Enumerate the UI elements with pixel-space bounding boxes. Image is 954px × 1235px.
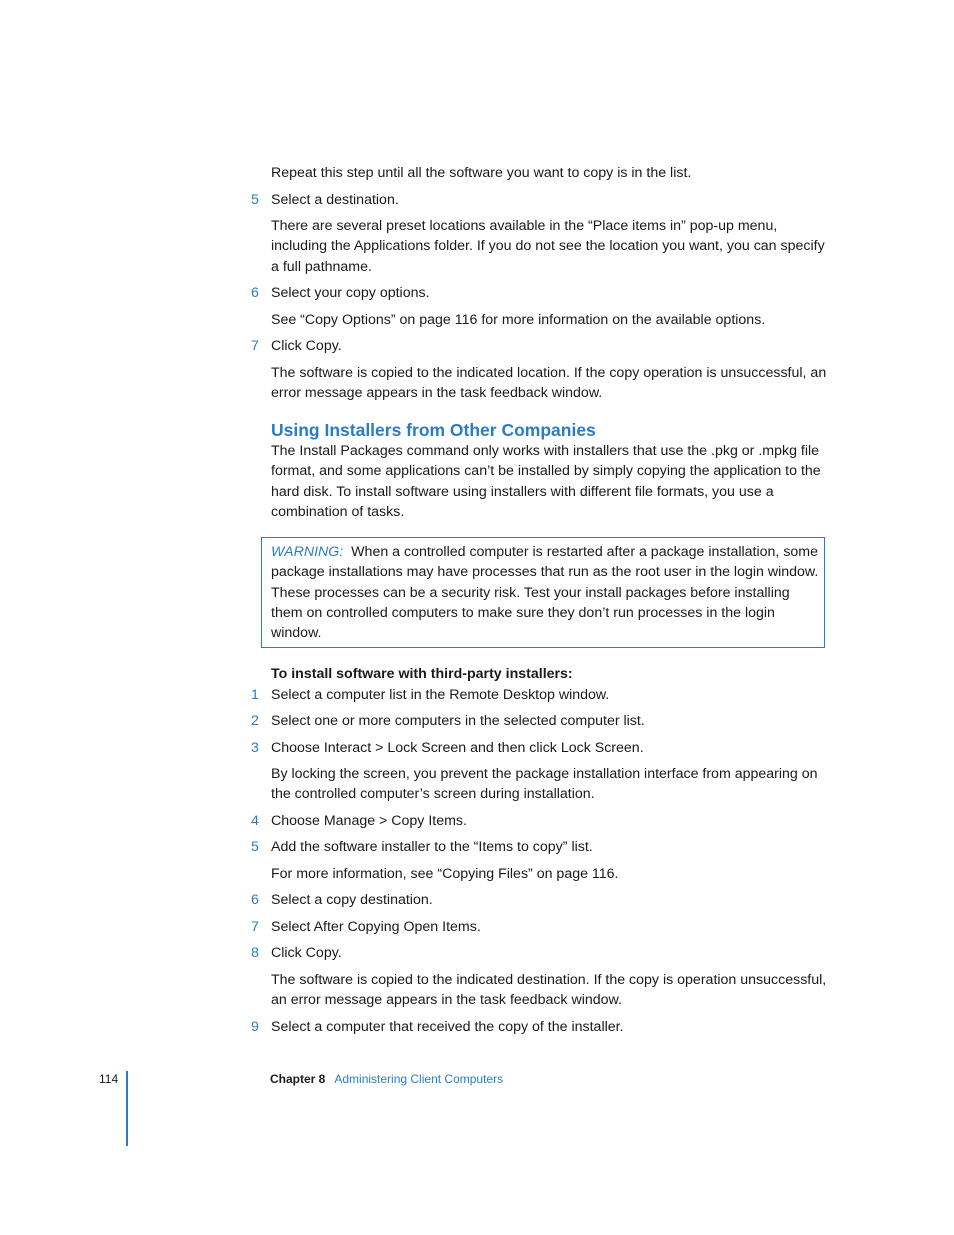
step-number: 4 — [251, 813, 259, 829]
step-number: 5 — [251, 192, 259, 208]
step-lock-screen: Choose Interact > Lock Screen and then click Lock Screen. — [271, 740, 644, 756]
paragraph-install-packages-intro: The Install Packages command only works with installers that use the .pkg or .mpkg file format, and some applications can’t be installed by simply copying the application to the hard disk. To install software using installers with different file formats, you use a combination of tasks. — [271, 443, 821, 520]
footer-chapter — [270, 1072, 503, 1086]
step-number: 9 — [251, 1019, 259, 1035]
step-select-computer-list: Select a computer list in the Remote Desktop window. — [271, 687, 610, 703]
footer-divider — [126, 1071, 128, 1146]
section-heading: Using Installers from Other Companies — [271, 420, 596, 440]
step-select-computers: Select one or more computers in the selected computer list. — [271, 713, 645, 729]
step-number: 8 — [251, 945, 259, 961]
warning-paragraph — [271, 542, 819, 643]
paragraph-copied-location: The software is copied to the indicated location. If the copy operation is unsuccessful, an error message appears in the task feedback window. — [271, 365, 827, 402]
step-number: 6 — [251, 285, 259, 301]
paragraph-preset-locations: There are several preset locations available in the “Place items in” pop-up menu, including the Applications folder. If you do not see the location you want, you can specify a full pathname. — [271, 218, 825, 275]
paragraph-locking-screen: By locking the screen, you prevent the package installation interface from appearing on the controlled computer’s screen during installation. — [271, 766, 818, 803]
paragraph-see-copy-options: See “Copy Options” on page 116 for more information on the available options. — [271, 312, 766, 328]
warning-text: When a controlled computer is restarted after a package installation, some package installations may have processes that run as the root user in the login window. These processes can be a security risk. Test your install packages before installing them on controlled computers to make sure they don’t run processes in the login window. — [271, 544, 819, 642]
paragraph-more-info: For more information, see “Copying Files” on page 116. — [271, 866, 619, 882]
paragraph-repeat: Repeat this step until all the software you want to copy is in the list. — [271, 165, 692, 181]
step-click-copy: Click Copy. — [271, 338, 342, 354]
step-number: 7 — [251, 919, 259, 935]
chapter-label: Chapter 8 — [270, 1072, 326, 1086]
step-number: 6 — [251, 892, 259, 908]
warning-box — [261, 537, 825, 648]
step-number: 3 — [251, 740, 259, 756]
paragraph-copied-destination: The software is copied to the indicated destination. If the copy is operation unsuccessful, an error message appears in the task feedback window. — [271, 972, 827, 1009]
step-after-copying-open: Select After Copying Open Items. — [271, 919, 481, 935]
step-copy-items: Choose Manage > Copy Items. — [271, 813, 467, 829]
step-add-installer: Add the software installer to the “Items to copy” list. — [271, 839, 593, 855]
page-number: 114 — [99, 1072, 119, 1086]
step-number: 1 — [251, 687, 259, 703]
task-title: To install software with third-party installers: — [271, 666, 573, 682]
step-number: 5 — [251, 839, 259, 855]
step-click-copy-2: Click Copy. — [271, 945, 342, 961]
step-select-destination: Select a destination. — [271, 192, 399, 208]
step-number: 7 — [251, 338, 259, 354]
step-select-copy-destination: Select a copy destination. — [271, 892, 433, 908]
warning-label: WARNING: — [271, 544, 344, 560]
step-number: 2 — [251, 713, 259, 729]
chapter-name: Administering Client Computers — [334, 1072, 504, 1086]
step-select-received-computer: Select a computer that received the copy of the installer. — [271, 1019, 624, 1035]
step-select-copy-options: Select your copy options. — [271, 285, 430, 301]
